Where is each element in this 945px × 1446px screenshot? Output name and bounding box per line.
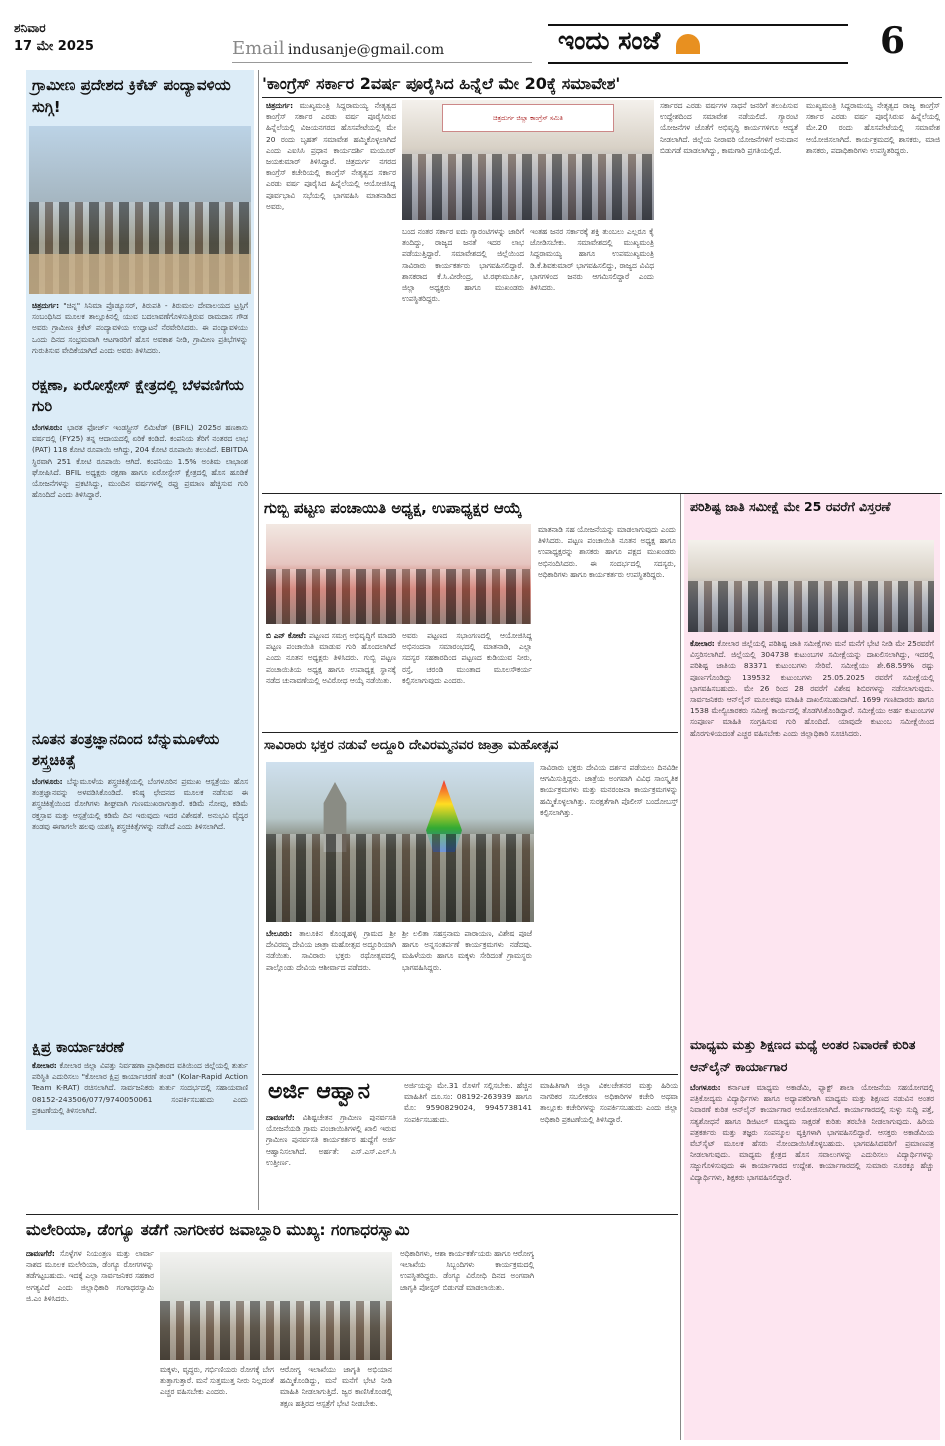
caste-headline: ಪರಿಶಿಷ್ಟ ಜಾತಿ ಸಮೀಕ್ಷೆ ಮೇ 25 ರವರೆಗೆ ವಿಸ್ತರಣೆ	[690, 499, 891, 514]
column-separator	[258, 70, 259, 1210]
spine-body: ಬೆನ್ನುಮೂಳೆಯ ಶಸ್ತ್ರಚಿಕಿತ್ಸೆಯಲ್ಲಿ ಬೆಂಗಳೂರಿನ ಪ್ರಮುಖ ಆಸ್ಪತ್ರೆಯು ಹೊಸ ತಂತ್ರಜ್ಞಾನವನ್ನು ಅಳವಡಿಸಿಕೊಂಡಿದೆ. ಕನಿಷ್ಠ ಛೇದನದ ಮೂಲಕ ನಡೆಸುವ ಈ ಶಸ್ತ್ರಚಿಕಿತ್ಸೆಯಿಂದ ರೋಗಿಗಳು ಶೀಘ್ರವಾಗಿ ಗುಣಮುಖರಾಗುತ್ತಾರೆ. ಕಡಿಮೆ ನೋವು, ಕಡಿಮೆ ರಕ್ತಸ್ರಾವ ಮತ್ತು ಆಸ್ಪತ್ರೆಯಲ್ಲಿ ಕಡಿಮೆ ದಿನ ಇರುವುದು ಇದರ ವಿಶೇಷತೆ. ಅನುಭವಿ ವೈದ್ಯರ ತಂಡವು ಈಗಾಗಲೇ ಹಲವು ಯಶಸ್ವಿ ಶಸ್ತ್ರಚಿಕಿತ್ಸೆಗಳನ್ನು ನಡೆಸಿದೆ ಎಂದು ತಿಳಿಸಲಾಗಿದೆ.	[32, 777, 248, 831]
appeal-bottom-rule	[26, 1214, 678, 1215]
malaria-col2: ಮಕ್ಕಳು, ವೃದ್ಧರು, ಗರ್ಭಿಣಿಯರು ರೋಗಕ್ಕೆ ಬೇಗ ತುತ್ತಾಗುತ್ತಾರೆ. ಮನೆ ಸುತ್ತಮುತ್ತ ನೀರು ನಿಲ್ಲದಂತೆ ಎಚ್ಚರ ವಹಿಸಬೇಕು ಎಂದರು.	[160, 1365, 274, 1397]
congress-col5: ಮುಖ್ಯಮಂತ್ರಿ ಸಿದ್ದರಾಮಯ್ಯ ನೇತೃತ್ವದ ರಾಜ್ಯ ಕಾಂಗ್ರೆಸ್ ಸರ್ಕಾರ ಎರಡು ವರ್ಷ ಪೂರೈಸಿರುವ ಹಿನ್ನೆಲೆಯಲ್ಲಿ ಮೇ.20 ರಂದು ಹೊಸಪೇಟೆಯಲ್ಲಿ ಸಮಾವೇಶ ಆಯೋಜಿಸಲಾಗಿದೆ. ಕಾರ್ಯಕ್ರಮದಲ್ಲಿ ಶಾಸಕರು, ಮಾಜಿ ಶಾಸಕರು, ಪದಾಧಿಕಾರಿಗಳು ಉಪಸ್ಥಿತರಿದ್ದರು.	[806, 101, 940, 155]
paper-logo	[548, 24, 848, 64]
aerospace-lead: ಬೆಂಗಳೂರು:	[32, 423, 63, 432]
gubbi-bottom-rule	[262, 732, 678, 733]
caste-lead: ಕೋಲಾರ:	[690, 639, 715, 648]
email-label: Email	[232, 38, 285, 59]
congress-lead: ಚಿತ್ರದುರ್ಗ:	[266, 101, 294, 110]
masthead-day: ಶನಿವಾರ	[14, 21, 46, 35]
masthead	[0, 0, 945, 70]
gubbi-headline: ಗುಬ್ಬಿ ಪಟ್ಟಣ ಪಂಚಾಯಿತಿ ಅಧ್ಯಕ್ಷ, ಉಪಾಧ್ಯಕ್ಷರ ಆಯ್ಕೆ	[264, 499, 522, 517]
cricket-body: ಈ ಪಂದ್ಯಾವಳಿಯು ಒಂದು ದಿನದ ಸಂಭ್ರಮವಾಗಿ ಆಟಗಾರರಿಗೆ ಹೊಸ ಅವಕಾಶ ನೀಡಿ, ಗ್ರಾಮೀಣ ಪ್ರತಿಭೆಗಳನ್ನು ಗುರುತಿಸುವ ವೇದಿಕೆಯಾಗಿದೆ ಎಂದು ಅವರು ತಿಳಿಸಿದರು.	[32, 323, 248, 355]
krapid-headline: ಕ್ಷಿಪ್ರ ಕಾರ್ಯಾಚರಣೆ	[32, 1040, 124, 1056]
page-number: 6	[880, 20, 906, 62]
congress-col2: ಬಂದ ನಂತರ ಸರ್ಕಾರ ಐದು ಗ್ಯಾರಂಟಿಗಳನ್ನು ಜಾರಿಗೆ ತಂದಿದ್ದು, ರಾಜ್ಯದ ಜನತೆ ಇದರ ಲಾಭ ಪಡೆಯುತ್ತಿದ್ದಾರೆ. ಸಮಾವೇಶದಲ್ಲಿ ಜಿಲ್ಲೆಯಿಂದ ಸಾವಿರಾರು ಕಾರ್ಯಕರ್ತರು ಭಾಗವಹಿಸಲಿದ್ದಾರೆ. ಶಾಸಕರಾದ ಕೆ.ಸಿ.ವೀರೇಂದ್ರ, ಟಿ.ರಘುಮೂರ್ತಿ, ಜಿಲ್ಲಾ ಅಧ್ಯಕ್ಷರು ಹಾಗೂ ಮುಖಂಡರು ಉಪಸ್ಥಿತರಿದ್ದರು.	[402, 227, 524, 304]
malaria-lead: ದಾವಣಗೆರೆ:	[26, 1249, 55, 1258]
malaria-photo	[160, 1252, 392, 1360]
krapid-lead: ಕೋಲಾರ:	[32, 1061, 57, 1070]
workshop-body: ಕರ್ನಾಟಕ ಮಾಧ್ಯಮ ಅಕಾಡೆಮಿ, ಫ್ಯಾಕ್ಟ್ ಶಾಲಾ ಯೋಜನೆಯ ಸಹಯೋಗದಲ್ಲಿ ಪತ್ರಿಕೋದ್ಯಮ ವಿದ್ಯಾರ್ಥಿಗಳು ಹಾಗೂ ಅಧ್ಯಾಪಕರಿಗಾಗಿ ಮಾಧ್ಯಮ ಮತ್ತು ಶಿಕ್ಷಣದ ನಡುವಿನ ಅಂತರ ನಿವಾರಣೆ ಕುರಿತ ಆನ್‌ಲೈನ್ ಕಾರ್ಯಾಗಾರ ಆಯೋಜಿಸಲಾಗಿದೆ. ಕಾರ್ಯಾಗಾರದಲ್ಲಿ ಸುಳ್ಳು ಸುದ್ದಿ ಪತ್ತೆ, ಸತ್ಯಶೋಧನೆ ಹಾಗೂ ಡಿಜಿಟಲ್ ಮಾಧ್ಯಮ ಸಾಕ್ಷರತೆ ಕುರಿತು ತರಬೇತಿ ನೀಡಲಾಗುವುದು. ಹಿರಿಯ ಪತ್ರಕರ್ತರು ಮತ್ತು ತಜ್ಞರು ಸಂಪನ್ಮೂಲ ವ್ಯಕ್ತಿಗಳಾಗಿ ಭಾಗವಹಿಸಲಿದ್ದಾರೆ. ಆಸಕ್ತರು ಅಕಾಡೆಮಿಯ ವೆಬ್‌ಸೈಟ್ ಮೂಲಕ ಹೆಸರು ನೋಂದಾಯಿಸಿಕೊಳ್ಳಬಹುದು. ಭಾಗವಹಿಸಿದವರಿಗೆ ಪ್ರಮಾಣಪತ್ರ ನೀಡಲಾಗುವುದು. ಮಾಧ್ಯಮ ಕ್ಷೇತ್ರದ ಹೊಸ ಸವಾಲುಗಳನ್ನು ಎದುರಿಸಲು ವಿದ್ಯಾರ್ಥಿಗಳನ್ನು ಸಜ್ಜುಗೊಳಿಸುವುದು ಈ ಕಾರ್ಯಾಗಾರದ ಉದ್ದೇಶ. ಕಾರ್ಯಾಗಾರದಲ್ಲಿ ಸುಮಾರು ನೂರಕ್ಕೂ ಹೆಚ್ಚು ವಿದ್ಯಾರ್ಥಿಗಳು, ಶಿಕ್ಷಕರು ಭಾಗವಹಿಸಲಿದ್ದಾರೆ.	[690, 1083, 934, 1182]
congress-banner-text: ಚಿತ್ರದುರ್ಗ ಜಿಲ್ಲಾ ಕಾಂಗ್ರೆಸ್ ಸಮಿತಿ	[493, 114, 563, 122]
krapid-body: ಕೋಲಾರ ಜಿಲ್ಲಾ ವಿಪತ್ತು ನಿರ್ವಹಣಾ ಪ್ರಾಧಿಕಾರದ ವತಿಯಿಂದ ಜಿಲ್ಲೆಯಲ್ಲಿ ತುರ್ತು ಪರಿಸ್ಥಿತಿ ಎದುರಿಸಲು "ಕೋಲಾರ ಕ್ಷಿಪ್ರ ಕಾರ್ಯಾಚರಣೆ ತಂಡ" (Kolar-Rapid Action Team K-RAT) ರಚಿಸಲಾಗಿದೆ. ಸಾರ್ವಜನಿಕರು ತುರ್ತು ಸಂದರ್ಭದಲ್ಲಿ ಸಹಾಯವಾಣಿ 08152-243506/077/9740050061 ಸಂಪರ್ಕಿಸಬಹುದು ಎಂದು ಪ್ರಕಟಣೆಯಲ್ಲಿ ತಿಳಿಸಲಾಗಿದೆ.	[32, 1061, 248, 1115]
congress-col3: ಇಂತಹ ಜನರ ಸರ್ಕಾರಕ್ಕೆ ಶಕ್ತಿ ತುಂಬಲು ಎಲ್ಲರೂ ಕೈ ಜೋಡಿಸಬೇಕು. ಸಮಾವೇಶದಲ್ಲಿ ಮುಖ್ಯಮಂತ್ರಿ ಸಿದ್ದರಾಮಯ್ಯ ಹಾಗೂ ಉಪಮುಖ್ಯಮಂತ್ರಿ ಡಿ.ಕೆ.ಶಿವಕುಮಾರ್ ಭಾಗವಹಿಸಲಿದ್ದು, ರಾಜ್ಯದ ವಿವಿಧ ಭಾಗಗಳಿಂದ ಜನರು ಆಗಮಿಸಲಿದ್ದಾರೆ ಎಂದು ತಿಳಿಸಿದರು.	[530, 227, 654, 293]
gubbi-col1: ಪಟ್ಟಣದ ಸಮಗ್ರ ಅಭಿವೃದ್ಧಿಗೆ ಮಾದರಿ ಪಟ್ಟಣ ಪಂಚಾಯಿತಿ ಮಾಡುವ ಗುರಿ ಹೊಂದಲಾಗಿದೆ ಎಂದು ನೂತನ ಅಧ್ಯಕ್ಷರು ತಿಳಿಸಿದರು. ಗುಬ್ಬಿ ಪಟ್ಟಣ ಪಂಚಾಯಿತಿಯ ಅಧ್ಯಕ್ಷ ಹಾಗೂ ಉಪಾಧ್ಯಕ್ಷ ಸ್ಥಾನಕ್ಕೆ ನಡೆದ ಚುನಾವಣೆಯಲ್ಲಿ ಅವಿರೋಧ ಆಯ್ಕೆ ನಡೆಯಿತು.	[266, 631, 396, 685]
congress-photo	[402, 100, 654, 220]
gubbi-lead: ಬಿ ಎನ್ ಕೋಟೆ:	[266, 631, 307, 640]
congress-col4: ಸರ್ಕಾರದ ಎರಡು ವರ್ಷಗಳ ಸಾಧನೆ ಜನರಿಗೆ ತಲುಪಿಸುವ ಉದ್ದೇಶದಿಂದ ಸಮಾವೇಶ ನಡೆಯಲಿದೆ. ಗ್ಯಾರಂಟಿ ಯೋಜನೆಗಳ ಜೊತೆಗೆ ಅಭಿವೃದ್ಧಿ ಕಾರ್ಯಗಳಿಗೂ ಆದ್ಯತೆ ನೀಡಲಾಗಿದೆ. ಜಿಲ್ಲೆಯ ನೀರಾವರಿ ಯೋಜನೆಗಳಿಗೆ ಅನುದಾನ ಬಿಡುಗಡೆ ಮಾಡಲಾಗಿದ್ದು, ಕಾಮಗಾರಿ ಪ್ರಗತಿಯಲ್ಲಿದೆ.	[660, 101, 798, 155]
aerospace-body: ಭಾರತ ಫೋರ್ಜ್ ಇಂಡಸ್ಟ್ರೀಸ್ ಲಿಮಿಟೆಡ್ (BFIL) 2025ರ ಹಣಕಾಸು ವರ್ಷದಲ್ಲಿ (FY25) ತನ್ನ ಆದಾಯದಲ್ಲಿ ಏರಿಕೆ ಕಂಡಿದೆ. ಕಂಪನಿಯ ತೆರಿಗೆ ನಂತರದ ಲಾಭ (PAT) 118 ಕೋಟಿ ರೂಪಾಯಿ ಆಗಿದ್ದು, 204 ಕೋಟಿ ರೂಪಾಯಿ ತಲುಪಿದೆ. EBITDA ಸ್ಥಿರವಾಗಿ 251 ಕೋಟಿ ರೂಪಾಯಿ ಆಗಿದೆ. ಕಂಪನಿಯು 1.5% ಅಂತಿಮ ಲಾಭಾಂಶ ಘೋಷಿಸಿದೆ. BFIL ಅಧ್ಯಕ್ಷರು ರಕ್ಷಣಾ ಹಾಗೂ ಏರೋಸ್ಪೇಸ್ ಕ್ಷೇತ್ರದಲ್ಲಿ ಹೊಸ ಹೂಡಿಕೆ ಯೋಜನೆಗಳನ್ನು ಪ್ರಕಟಿಸಿದ್ದು, ಮುಂದಿನ ವರ್ಷಗಳಲ್ಲಿ ರಫ್ತು ಪ್ರಮಾಣ ಹೆಚ್ಚಿಸುವ ಗುರಿ ಹೊಂದಿದೆ ಎಂದು ತಿಳಿಸಿದ್ದಾರೆ.	[32, 423, 248, 500]
jatra-headline: ಸಾವಿರಾರು ಭಕ್ತರ ನಡುವೆ ಅದ್ದೂರಿ ದೇವಿರಮ್ಮನವರ ಜಾತ್ರಾ ಮಹೋತ್ಸವ	[264, 738, 559, 753]
gubbi-photo	[266, 524, 531, 624]
column-separator	[680, 494, 681, 1440]
jatra-col1: ತಾಲೂಕಿನ ಕೊಂಡ್ಲಹಳ್ಳಿ ಗ್ರಾಮದ ಶ್ರೀ ದೇವಿರಮ್ಮ ದೇವಿಯ ಜಾತ್ರಾ ಮಹೋತ್ಸವ ಅದ್ದೂರಿಯಾಗಿ ನಡೆಯಿತು. ಸಾವಿರಾರು ಭಕ್ತರು ರಥೋತ್ಸವದಲ್ಲಿ ಪಾಲ್ಗೊಂಡು ದೇವಿಯ ಆಶೀರ್ವಾದ ಪಡೆದರು.	[266, 929, 396, 972]
appeal-col3: ಮಾಹಿತಿಗಾಗಿ ಜಿಲ್ಲಾ ವಿಕಲಚೇತನರ ಮತ್ತು ಹಿರಿಯ ನಾಗರಿಕರ ಸಬಲೀಕರಣ ಅಧಿಕಾರಿಗಳ ಕಚೇರಿ ಅಥವಾ ತಾಲ್ಲೂಕು ಕಚೇರಿಗಳನ್ನು ಸಂಪರ್ಕಿಸಬಹುದು ಎಂದು ಜಿಲ್ಲಾ ಅಧಿಕಾರಿ ಪ್ರಕಟಣೆಯಲ್ಲಿ ತಿಳಿಸಿದ್ದಾರೆ.	[540, 1081, 678, 1124]
gubbi-col3: ಮಾತನಾಡಿ ಸಹ ಯೋಜನೆಯನ್ನು ಮಾಡಲಾಗುವುದು ಎಂದು ತಿಳಿಸಿದರು. ಪಟ್ಟಣ ಪಂಚಾಯಿತಿ ನೂತನ ಅಧ್ಯಕ್ಷ ಹಾಗೂ ಉಪಾಧ್ಯಕ್ಷರನ್ನು ಶಾಸಕರು ಹಾಗೂ ಪಕ್ಷದ ಮುಖಂಡರು ಅಭಿನಂದಿಸಿದರು. ಈ ಸಂದರ್ಭದಲ್ಲಿ ಸದಸ್ಯರು, ಅಧಿಕಾರಿಗಳು ಹಾಗೂ ಕಾರ್ಯಕರ್ತರು ಉಪಸ್ಥಿತರಿದ್ದರು.	[538, 525, 676, 579]
congress-headline: 'ಕಾಂಗ್ರೆಸ್ ಸರ್ಕಾರ 2ವರ್ಷ ಪೂರೈಸಿದ ಹಿನ್ನೆಲೆ ಮೇ 20ಕ್ಕೆ ಸಮಾವೇಶ'	[262, 74, 621, 93]
malaria-headline: ಮಲೇರಿಯಾ, ಡೆಂಗ್ಯೂ ತಡೆಗೆ ನಾಗರೀಕರ ಜವಾಬ್ದಾರಿ ಮುಖ್ಯ: ಗಂಗಾಧರಸ್ವಾಮಿ	[26, 1221, 410, 1239]
spine-lead: ಬೆಂಗಳೂರು:	[32, 777, 63, 786]
jatra-col3: ಸಾವಿರಾರು ಭಕ್ತರು ದೇವಿಯ ದರ್ಶನ ಪಡೆಯಲು ದಿನವಿಡೀ ಆಗಮಿಸುತ್ತಿದ್ದರು. ಜಾತ್ರೆಯ ಅಂಗವಾಗಿ ವಿವಿಧ ಸಾಂಸ್ಕೃತಿಕ ಕಾರ್ಯಕ್ರಮಗಳು ಮತ್ತು ಮನರಂಜನಾ ಕಾರ್ಯಕ್ರಮಗಳನ್ನು ಹಮ್ಮಿಕೊಳ್ಳಲಾಗಿತ್ತು. ಸುರಕ್ಷತೆಗಾಗಿ ಪೊಲೀಸ್ ಬಂದೋಬಸ್ತ್ ಕಲ್ಪಿಸಲಾಗಿತ್ತು.	[540, 763, 678, 817]
caste-body: ಕೋಲಾರ ಜಿಲ್ಲೆಯಲ್ಲಿ ಪರಿಶಿಷ್ಟ ಜಾತಿ ಸಮೀಕ್ಷೆಗಳು ಮನೆ ಮನೆಗೆ ಭೇಟಿ ನೀಡಿ ಮೇ 25ರವರೆಗೆ ವಿಸ್ತರಿಸಲಾಗಿದೆ. ಜಿಲ್ಲೆಯಲ್ಲಿ 304738 ಕುಟುಂಬಗಳ ಸಮೀಕ್ಷೆಯನ್ನು ದಾಖಲಿಸಲಾಗಿದ್ದು, ಇದರಲ್ಲಿ ಪರಿಶಿಷ್ಟ ಜಾತಿಯ 83371 ಕುಟುಂಬಗಳು ಸೇರಿವೆ. ಸಮೀಕ್ಷೆಯು ಶೇ.68.59% ರಷ್ಟು ಪೂರ್ಣಗೊಂಡಿದ್ದು 139532 ಕುಟುಂಬಗಳು 25.05.2025 ರವರೆಗೆ ಸಮೀಕ್ಷೆಯಲ್ಲಿ ಭಾಗವಹಿಸಬಹುದು. ಮೇ 26 ರಿಂದ 28 ರವರೆಗೆ ವಿಶೇಷ ಶಿಬಿರಗಳನ್ನು ನಡೆಸಲಾಗುವುದು. ಸಾರ್ವಜನಿಕರು ಆನ್‌ಲೈನ್ ಮೂಲಕವೂ ಮಾಹಿತಿ ದಾಖಲಿಸಬಹುದಾಗಿದೆ. 1699 ಗಣತಿದಾರರು ಹಾಗೂ 1538 ಮೇಲ್ವಿಚಾರಕರು ಸಮೀಕ್ಷೆ ಕಾರ್ಯದಲ್ಲಿ ತೊಡಗಿಸಿಕೊಂಡಿದ್ದಾರೆ. ಸಮೀಕ್ಷೆಯು ಅರ್ಹ ಕುಟುಂಬಗಳ ಸಂಪೂರ್ಣ ಮಾಹಿತಿ ಸಂಗ್ರಹಿಸುವ ಗುರಿ ಹೊಂದಿದೆ. ಯಾವುದೇ ಕುಟುಂಬ ಸಮೀಕ್ಷೆಯಿಂದ ಹೊರಗುಳಿಯದಂತೆ ಎಚ್ಚರ ವಹಿಸಬೇಕು ಎಂದು ಜಿಲ್ಲಾಧಿಕಾರಿ ಸೂಚಿಸಿದರು.	[690, 639, 934, 738]
spine-headline: ನೂತನ ತಂತ್ರಜ್ಞಾನದಿಂದ ಬೆನ್ನುಮೂಳೆಯ ಶಸ್ತ್ರಚಿಕಿತ್ಸೆ	[32, 732, 220, 769]
paper-name: ಇಂದು ಸಂಜೆ	[558, 26, 661, 55]
caste-photo	[688, 540, 934, 632]
masthead-line	[232, 62, 532, 63]
cricket-caption-lead: ಚಿತ್ರದುರ್ಗ:	[32, 301, 60, 310]
workshop-headline: ಮಾಧ್ಯಮ ಮತ್ತು ಶಿಕ್ಷಣದ ಮಧ್ಯೆ ಅಂತರ ನಿವಾರಣೆ ಕುರಿತ ಆನ್‌ಲೈನ್ ಕಾರ್ಯಾಗಾರ	[690, 1037, 916, 1074]
logo-sun-icon	[676, 34, 700, 54]
left-column	[26, 70, 254, 1130]
cricket-caption: "ಚಿನ್ನ" ಸಿನಿಮಾ ಪ್ರೊಡ್ಯೂಸರ್, ತಿರುಪತಿ - ತಿರುಮಲ ದೇವಾಲಯದ ಟ್ರಸ್ಟಿಗೆ ಸಂಬಂಧಿಸಿದ ಮೂಲಕ ತಾಲ್ಲೂಕಿನಲ್ಲಿ ಯುವ ಬದಲಾವಣೆಗೊಳಿಸುತ್ತಿರುವ ರಾಮದಾಸ ಗೌಡ ಅವರು ಗ್ರಾಮೀಣ ಕ್ರಿಕೆಟ್ ಪಂದ್ಯಾವಳಿಯ ಉದ್ಘಾಟನೆ ನೆರವೇರಿಸಿದರು.	[32, 301, 248, 333]
congress-headline-rule	[262, 97, 942, 98]
congress-col1: ಮುಖ್ಯಮಂತ್ರಿ ಸಿದ್ದರಾಮಯ್ಯ ನೇತೃತ್ವದ ಕಾಂಗ್ರೆಸ್ ಸರ್ಕಾರ ಎರಡು ವರ್ಷ ಪೂರೈಸಿರುವ ಹಿನ್ನೆಲೆಯಲ್ಲಿ ವಿಜಯನಗರದ ಹೊಸಪೇಟೆಯಲ್ಲಿ ಮೇ 20 ರಂದು ಬೃಹತ್ ಸಮಾವೇಶ ಹಮ್ಮಿಕೊಳ್ಳಲಾಗಿದೆ ಎಂದು ಎಐಸಿಸಿ ಪ್ರಧಾನ ಕಾರ್ಯದರ್ಶಿ ಮಯೂರ್ ಜಯಕುಮಾರ್ ತಿಳಿಸಿದ್ದಾರೆ. ಚಿತ್ರದುರ್ಗ ನಗರದ ಕಾಂಗ್ರೆಸ್ ಕಚೇರಿಯಲ್ಲಿ ಕಾಂಗ್ರೆಸ್ ನೇತೃತ್ವದ ಸರ್ಕಾರ ಎರಡು ವರ್ಷ ಪೂರೈಸಿದ ಹಿನ್ನೆಲೆಯಲ್ಲಿ ಆಯೋಜಿಸಿದ್ದ ಪೂರ್ವಭಾವಿ ಸಭೆಯಲ್ಲಿ ಭಾಗವಹಿಸಿ ಮಾತನಾಡಿದ ಅವರು,	[266, 101, 396, 211]
jatra-photo	[266, 762, 534, 922]
malaria-col4: ಅಧಿಕಾರಿಗಳು, ಆಶಾ ಕಾರ್ಯಕರ್ತೆಯರು ಹಾಗೂ ಆರೋಗ್ಯ ಇಲಾಖೆಯ ಸಿಬ್ಬಂದಿಗಳು ಕಾರ್ಯಕ್ರಮದಲ್ಲಿ ಉಪಸ್ಥಿತರಿದ್ದರು. ಡೆಂಗ್ಯೂ ವಿರೋಧಿ ದಿನದ ಅಂಗವಾಗಿ ಜಾಗೃತಿ ಪೋಸ್ಟರ್ ಬಿಡುಗಡೆ ಮಾಡಲಾಯಿತು.	[400, 1249, 534, 1292]
aerospace-headline: ರಕ್ಷಣಾ, ಏರೋಸ್ಪೇಸ್ ಕ್ಷೇತ್ರದಲ್ಲಿ ಬೆಳವಣಿಗೆಯ ಗುರಿ	[32, 378, 244, 415]
gubbi-col2: ಅವರು ಪಟ್ಟಣದ ಸಭಾಂಗಣದಲ್ಲಿ ಆಯೋಜಿಸಿದ್ದ ಅಭಿನಂದನಾ ಸಮಾರಂಭದಲ್ಲಿ ಮಾತನಾಡಿ, ಎಲ್ಲಾ ಸದಸ್ಯರ ಸಹಕಾರದಿಂದ ಪಟ್ಟಣದ ಕುಡಿಯುವ ನೀರು, ರಸ್ತೆ, ಚರಂಡಿ ಮುಂತಾದ ಮೂಲಸೌಕರ್ಯ ಕಲ್ಪಿಸಲಾಗುವುದು ಎಂದರು.	[402, 631, 532, 685]
masthead-date: 17 ಮೇ 2025	[14, 39, 94, 54]
appeal-col2: ಅರ್ಜಿಯನ್ನು ಮೇ.31 ರೊಳಗೆ ಸಲ್ಲಿಸಬೇಕು. ಹೆಚ್ಚಿನ ಮಾಹಿತಿಗೆ ದೂ.ಸಂ: 08192-263939 ಹಾಗೂ ಮೊ: 9590829024, 9945738141 ಸಂಪರ್ಕಿಸಬಹುದು.	[404, 1081, 532, 1124]
appeal-headline: ಅರ್ಜಿ ಆಹ್ವಾನ	[268, 1079, 371, 1104]
congress-banner	[442, 104, 614, 132]
right-column	[684, 494, 940, 1440]
appeal-lead: ದಾವಣಗೆರೆ:	[266, 1113, 295, 1122]
appeal-col1: ವಿಶಿಷ್ಟಚೇತನ ಗ್ರಾಮೀಣ ಪುನರ್ವಸತಿ ಯೋಜನೆಯಡಿ ಗ್ರಾಮ ಪಂಚಾಯಿತಿಗಳಲ್ಲಿ ಖಾಲಿ ಇರುವ ಗ್ರಾಮೀಣ ಪುನರ್ವಸತಿ ಕಾರ್ಯಕರ್ತರ ಹುದ್ದೆಗೆ ಅರ್ಜಿ ಆಹ್ವಾನಿಸಲಾಗಿದೆ. ಅರ್ಹತೆ: ಎಸ್.ಎಸ್.ಎಲ್.ಸಿ ಉತ್ತೀರ್ಣ.	[266, 1113, 396, 1167]
malaria-col1: ಸೊಳ್ಳೆಗಳ ನಿಯಂತ್ರಣ ಮತ್ತು ಲಾರ್ವಾ ನಾಶದ ಮೂಲಕ ಮಲೇರಿಯಾ, ಡೆಂಗ್ಯೂ ರೋಗಗಳನ್ನು ತಡೆಗಟ್ಟಬಹುದು. ಇದಕ್ಕೆ ಎಲ್ಲಾ ಸಾರ್ವಜನಿಕರ ಸಹಕಾರ ಅಗತ್ಯವಿದೆ ಎಂದು ಜಿಲ್ಲಾಧಿಕಾರಿ ಗಂಗಾಧರಸ್ವಾಮಿ ಜಿ.ಎಂ ತಿಳಿಸಿದರು.	[26, 1249, 154, 1303]
jatra-col2: ಶ್ರೀ ಲಲಿತಾ ಸಹಸ್ರನಾಮ ಪಾರಾಯಣ, ವಿಶೇಷ ಪೂಜೆ ಹಾಗೂ ಅನ್ನಸಂತರ್ಪಣೆ ಕಾರ್ಯಕ್ರಮಗಳು ನಡೆದವು. ಮಹಿಳೆಯರು ಹಾಗೂ ಮಕ್ಕಳು ಸೇರಿದಂತೆ ಗ್ರಾಮಸ್ಥರು ಭಾಗವಹಿಸಿದ್ದರು.	[402, 929, 532, 972]
cricket-headline: ಗ್ರಾಮೀಣ ಪ್ರದೇಶದ ಕ್ರಿಕೆಟ್ ಪಂದ್ಯಾವಳಿಯ ಸುಗ್ಗಿ!	[32, 76, 231, 116]
workshop-lead: ಬೆಂಗಳೂರು:	[690, 1083, 721, 1092]
email-address: indusanje@gmail.com	[288, 42, 445, 58]
jatra-lead: ಬೇಲೂರು:	[266, 929, 293, 938]
malaria-col3: ಆರೋಗ್ಯ ಇಲಾಖೆಯು ಜಾಗೃತಿ ಅಭಿಯಾನ ಹಮ್ಮಿಕೊಂಡಿದ್ದು, ಮನೆ ಮನೆಗೆ ಭೇಟಿ ನೀಡಿ ಮಾಹಿತಿ ನೀಡಲಾಗುತ್ತಿದೆ. ಜ್ವರ ಕಾಣಿಸಿಕೊಂಡಲ್ಲಿ ತಕ್ಷಣ ಹತ್ತಿರದ ಆಸ್ಪತ್ರೆಗೆ ಭೇಟಿ ನೀಡಬೇಕು.	[280, 1365, 392, 1408]
cricket-photo	[29, 126, 251, 294]
